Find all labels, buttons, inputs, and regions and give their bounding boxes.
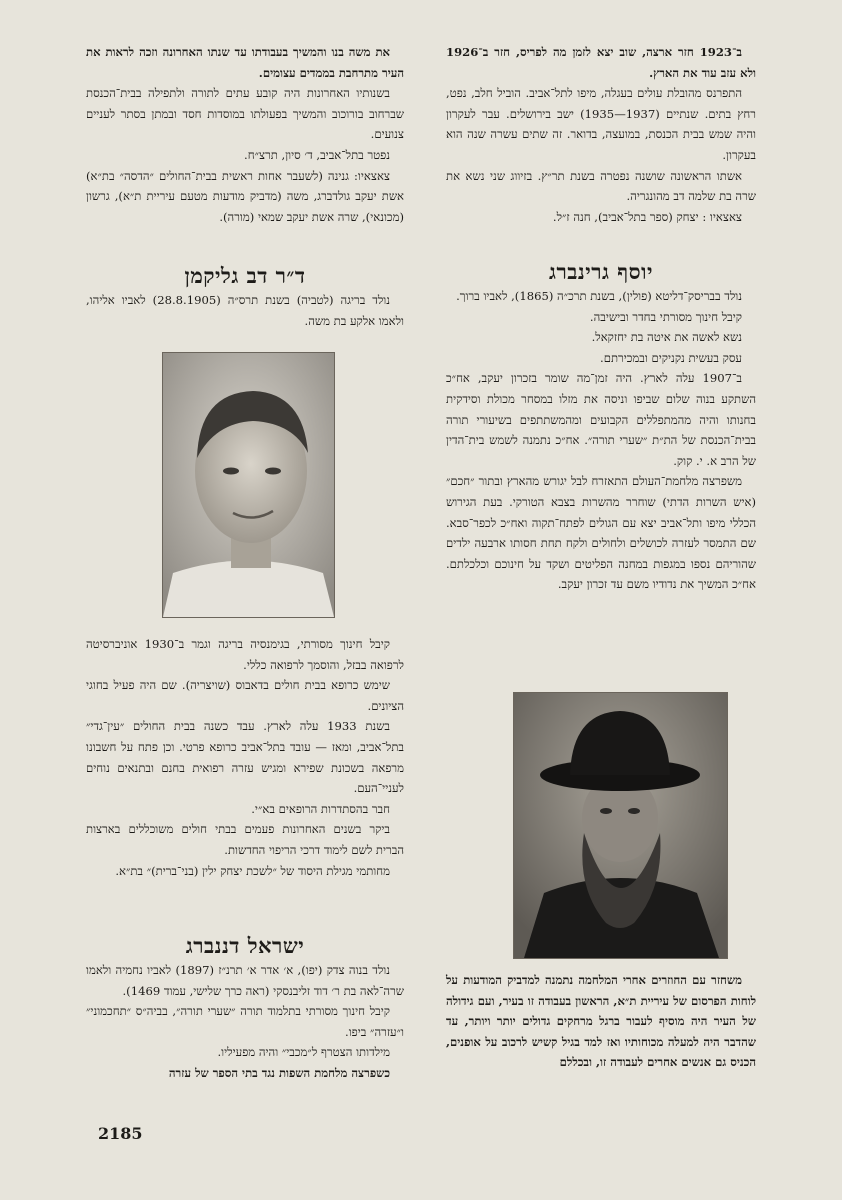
paragraph: נשא לאשה את איטה בת יחזקאל. (591, 330, 742, 345)
paragraph: כשפרצה מלחמת השפות נגד בתי הספר של עזרה (168, 1065, 390, 1080)
paragraph: בשנותיו האחרונות היה קובע עתים לתורה ולתפילה בבית־הכנסת שברחוב בורוכוב והמשיך בפעולתו במוסדות חסד ובמתן בסתר לעניים צנועים. (86, 86, 404, 142)
paragraph: משפרצה מלחמת־העולם התאזרח לבל יגורש מהארץ ובתור ״חכם״ (איש השרות הדתי) שוחרר מהשרות בצבא הטורקי. בעת הגירוש הכללי מיפו ותל־אביב יצא עם הגולים לפתח־תקוה ואח״כ לכפר־סבא. שם התמסר לעזרה לכושלים ולחולים ולקח תחת חסותו ארבעה ילדים שהוריהם נספו במגפות במחנה הפליטים ושקד על חינוכם וכלכלתם. אח״כ המשיך את נדודיו משם עד זכרון יעקב. (446, 474, 756, 592)
paragraph: עסק בעשית נקניקים ובמכירתם. (600, 350, 742, 365)
paragraph: נולד בבריסק־דליטא (פולין), בשנת תרכ״ה (1865), לאביו ברוך. (456, 289, 742, 303)
entry-heading: יוסף גרינברג (549, 259, 653, 284)
paragraph: התפרנס מהובלת עולים בעגלה, מיפו לתל־אביב. הוביל חלב, נפט, רחץ בתים. שנתיים (1937—1935) ישב בירושלים. עבר לעקרון והיה שמש בבית הכנסת, במועצה, בדואר. זה שתים עשרה שנה הוא בעקרון. (446, 86, 756, 162)
danenberg-entry (86, 932, 404, 1084)
right-column-continuation (446, 42, 756, 227)
paragraph: ב־1923 חזר ארצה, שוב יצא לזמן מה לפריס, חזר ב־1926 ולא עזב עוד את הארץ. (446, 45, 756, 80)
paragraph: משחזר עם החוזרים אחרי המלחמה נתמנה למדביק המודעות על לוחות הפרסום של עיריית ת״א, הראשון בעבודה זו בעיר, ועם גידולה של העיר היה מוסיף לעבור ברגל מרחקים גדולים יותר ויותר, עד שהדבר היה למעלה מכוחותיו ואז למד בגיל קשיש לרכוב על אופנים, הכניס גם אנשים אחרים לעבודה זו, ובכללם (446, 973, 756, 1070)
paragraph: מילדותו הצטרף ל״מכבי״ והיה מפעיליו. (217, 1045, 390, 1060)
page-number: 2185 (98, 1124, 143, 1143)
left-column-continuation (86, 42, 404, 227)
paragraph: מחותמי מגילת היסוד של ״לשכת יצחק ילין (בני־ברית)״ בת״א. (115, 863, 390, 878)
paragraph: נולד בריגה (לטביה) בשנת תרס״ה (28.8.1905) לאביו אליהו, ולאמו אלקע בת משה. (86, 293, 404, 328)
paragraph: ב־1907 עלה לארץ. היה זמן־מה שומר בזכרון יעקב, אח״כ השתקע בנוה שלום שביפו וניסה את מזלו במסחר מכולת וסידקית בחנותו והיה מהמתפללים הקבועים ומהמשתתפים בשיעורי תורה בבית־הכנסת של הת״ת ״שערי תורה״. אח״כ נתמנה לשמש בית־הדין של הרב א. י. קוק. (446, 371, 756, 468)
paragraph: קיבל חינוך מסורתי בתלמוד תורה ״שערי תורה״, בביה״ס ״תחכמוני״ ו״עזרה״ ביפו. (86, 1004, 404, 1039)
paragraph: אשתו הראשונה שושנה נפטרה בשנת תר״ץ. בזיווג שני נשא את שרה בת שלמה דב מהונגריה. (446, 168, 756, 204)
paragraph: חבר בהסתדרות הרופאים בא״י. (251, 801, 390, 816)
paragraph: צאצאיו: גנינה (לשעבר אחות ראשית בבית־החולים ״הדסה״ בת״א) אשת יעקב גולדברג, משה (מדביק מודעות מטעם עיריית ת״א), גרשון (מכונאי), שרה אשת יעקב שמאי (מורה). (86, 168, 404, 224)
entry-heading: ד״ר דב גליקמן (184, 263, 306, 288)
paragraph: קיבל חינוך מסורתי, בגימנסיה בריגה וגמר ב־1930 אוניברסיטה לרפואה בבזל, והוסמך לרפואה כללי. (86, 637, 404, 672)
greenberg-continuation (446, 970, 756, 1073)
paragraph: נולד בנוה צדק (יפו), א׳ אדר א׳ תרנ״ז (1897) לאביו נחמיה ולאמו שרה־לאה בת ר׳ דוד זליבנסקי (ראה כרך שלישי, עמוד 1469). (86, 963, 404, 998)
paragraph: נפטר בתל־אביב, ד׳ סיון, תרצ״ח. (244, 147, 390, 162)
paragraph: קיבל חינוך מסורתי בחדר ובישיבה. (589, 309, 742, 324)
paragraph: ביקר בשנים האחרונות פעמים בבתי חולים משוכללים בארצות הברית לשם לימוד דרכי הריפוי החדשות. (86, 822, 404, 857)
paragraph: בשנת 1933 עלה לארץ. עבד כשנה בבית החולים ״עין־גדי״ בתל־אביב, ומאז — עובד בתל־אביב כרופא פרטי. וכן פתח על חשבונו מרפאה בשכונת שפירא ומגיש עזרה רפואית בחנם ובתנאים נוחים לעניי־העם. (86, 719, 404, 796)
glickman-entry-body (86, 634, 404, 881)
greenberg-portrait-photo (513, 692, 728, 959)
greenberg-entry (446, 258, 756, 595)
paragraph: את משה בנו והמשיך בעבודתו עד שנתו האחרונה וזכה לראות את העיר מתרחבת בממדים עצומים. (86, 45, 404, 80)
paragraph: שימש כרופא בבית חולים בדאבוס (שויצריה). שם היה פעיל בחוגי הציונים. (86, 678, 404, 713)
paragraph: צאצאיו : יצחק (ספר בתל־אביב), חנה ז״ל. (552, 209, 742, 224)
glickman-entry-intro (86, 262, 404, 331)
glickman-portrait-photo (162, 352, 335, 618)
entry-heading: ישראל דננברג (185, 933, 305, 958)
